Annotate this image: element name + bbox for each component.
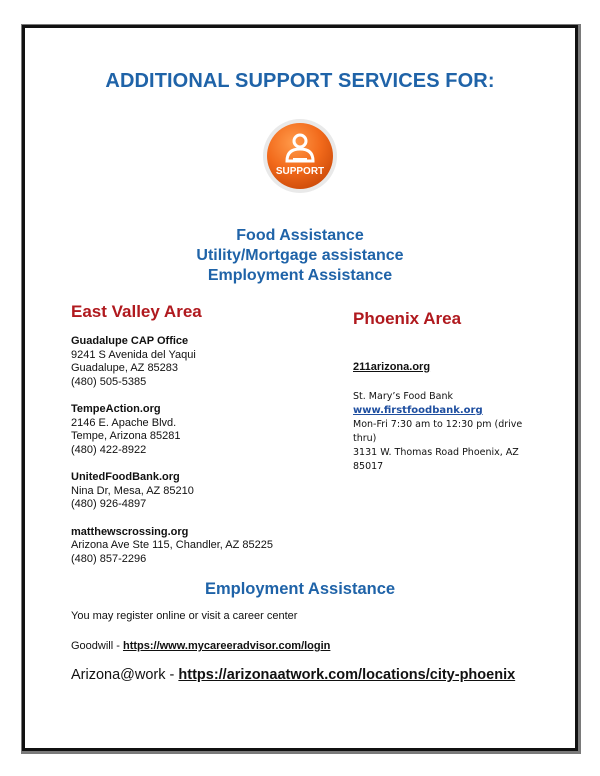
employment-heading: Employment Assistance (204, 580, 396, 598)
goodwill-line (71, 640, 330, 652)
entry-line: Nina Dr, Mesa, AZ 85210 (71, 484, 194, 497)
entry-phone: (480) 505-5385 (71, 375, 147, 388)
goodwill-label: Goodwill - (71, 640, 123, 652)
east-valley-list (71, 335, 273, 580)
entry-line: Arizona Ave Ste 115, Chandler, AZ 85225 (71, 539, 274, 551)
entry-name: Guadalupe CAP Office (71, 335, 189, 347)
east-valley-heading: East Valley Area (71, 302, 202, 321)
entry-line: 2146 E. Apache Blvd. (71, 416, 177, 429)
food-bank-name: St. Mary’s Food Bank (353, 391, 453, 402)
entry-phone: (480) 422-8922 (71, 443, 147, 456)
arizona-work-link[interactable]: https://arizonaatwork.com/locations/city-phoenix (178, 667, 516, 683)
entry-line: Guadalupe, AZ 85283 (71, 362, 179, 374)
entry-line: 9241 S Avenida del Yaqui (71, 348, 196, 361)
211arizona-link[interactable]: 211arizona.org (353, 361, 431, 373)
list-item (71, 471, 273, 512)
service-item: Utility/Mortgage assistance (196, 247, 404, 264)
food-bank-address: 3131 W. Thomas Road Phoenix, AZ 85017 (353, 447, 519, 472)
entry-name: UnitedFoodBank.org (71, 471, 180, 483)
list-item (71, 403, 273, 457)
phoenix-column (353, 360, 523, 474)
arizona-work-label: Arizona@work - (71, 667, 179, 683)
arizona-work-line (71, 667, 515, 683)
firstfoodbank-link[interactable]: www.firstfoodbank.org (353, 405, 483, 416)
support-badge (261, 117, 339, 195)
goodwill-link[interactable]: https://www.mycareeradvisor.com/login (122, 640, 331, 652)
service-item: Employment Assistance (207, 267, 393, 284)
list-item (71, 526, 273, 567)
food-bank-hours: Mon-Fri 7:30 am to 12:30 pm (drive thru) (353, 419, 523, 444)
page-title: ADDITIONAL SUPPORT SERVICES FOR: (105, 70, 495, 92)
entry-phone: (480) 857-2296 (71, 552, 147, 565)
entry-name: TempeAction.org (71, 403, 161, 415)
badge-label: SUPPORT (275, 166, 325, 177)
phoenix-heading: Phoenix Area (353, 309, 462, 328)
entry-phone: (480) 926-4897 (71, 498, 147, 510)
service-item: Food Assistance (236, 227, 364, 244)
entry-name: matthewscrossing.org (71, 525, 189, 538)
entry-line: Tempe, Arizona 85281 (71, 430, 181, 442)
employment-intro: You may register online or visit a career center (71, 610, 298, 622)
list-item (71, 335, 273, 389)
services-list (0, 226, 600, 286)
badge-circle (267, 123, 333, 189)
